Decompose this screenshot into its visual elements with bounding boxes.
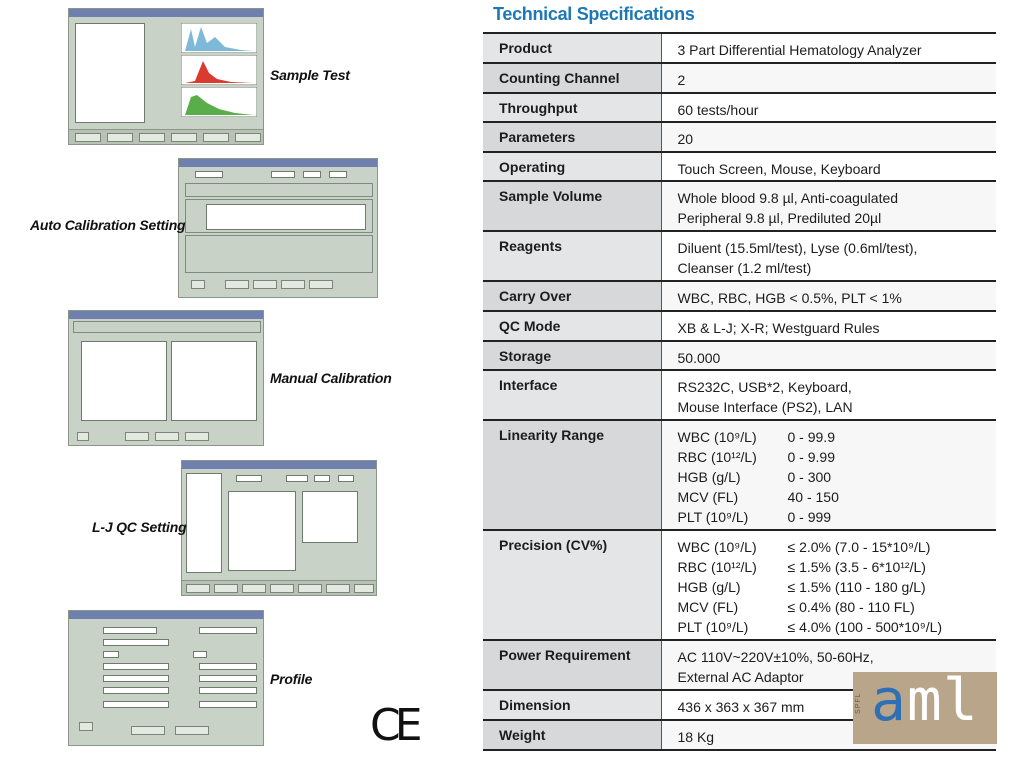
spec-value-line: RS232C, USB*2, Keyboard, <box>677 379 852 395</box>
spec-value-line: 436 x 363 x 367 mm <box>677 699 805 715</box>
linearity-param: WBC (10⁹/L) <box>677 429 757 445</box>
linearity-row <box>678 467 997 487</box>
ok-button[interactable] <box>131 726 165 735</box>
manual-calibration-screenshot <box>68 310 264 446</box>
spec-key: Storage <box>483 341 661 370</box>
sender-select[interactable] <box>199 687 257 694</box>
logo-letters <box>871 672 979 734</box>
button-bar <box>182 580 376 595</box>
analyst-select[interactable] <box>103 701 169 708</box>
months-field[interactable] <box>193 651 207 658</box>
spec-key: Power Requirement <box>483 640 661 690</box>
spec-row <box>483 181 996 231</box>
precision-row <box>678 557 997 577</box>
precision-row <box>678 577 997 597</box>
linearity-param: HGB (g/L) <box>677 469 741 485</box>
spec-row <box>483 281 996 311</box>
linearity-range: 0 - 300 <box>787 469 832 485</box>
expiry-day-field[interactable] <box>329 171 347 178</box>
toolbar-button[interactable] <box>225 280 249 289</box>
precision-param: MCV (FL) <box>677 599 739 615</box>
precision-value: ≤ 4.0% (100 - 500*10⁹/L) <box>787 619 943 635</box>
calibration-grid-right[interactable] <box>171 341 257 421</box>
spec-value-line: Whole blood 9.8 µl, Anti-coagulated <box>677 190 899 206</box>
linearity-param: RBC (10¹²/L) <box>677 449 757 465</box>
spec-value <box>661 420 996 530</box>
spec-value <box>661 311 996 341</box>
qc-target-grid-left[interactable] <box>228 491 296 571</box>
spec-value-line: XB & L-J; X-R; Westguard Rules <box>677 320 880 336</box>
toolbar-button[interactable] <box>298 584 322 593</box>
spec-key: Counting Channel <box>483 63 661 93</box>
spec-value <box>661 370 996 420</box>
qc-file-list[interactable] <box>186 473 222 573</box>
precision-param: RBC (10¹²/L) <box>677 559 757 575</box>
spec-row <box>483 33 996 63</box>
age-field[interactable] <box>103 651 119 658</box>
spec-row <box>483 93 996 122</box>
spec-row <box>483 152 996 181</box>
window-titlebar <box>179 159 377 167</box>
toolbar-button[interactable] <box>253 280 277 289</box>
spec-key: Reagents <box>483 231 661 281</box>
spec-value-line: Touch Screen, Mouse, Keyboard <box>677 161 881 177</box>
spec-value-line: Diluent (15.5ml/test), Lyse (0.6ml/test), <box>677 240 918 256</box>
window-titlebar <box>182 461 376 469</box>
spec-key: Carry Over <box>483 281 661 311</box>
ce-mark: CE <box>370 700 417 751</box>
spec-row <box>483 370 996 420</box>
lot-field[interactable] <box>195 171 223 178</box>
bed-no-field[interactable] <box>199 675 257 682</box>
calibration-grid-left[interactable] <box>81 341 167 421</box>
precision-row <box>678 537 997 557</box>
toolbar-button[interactable] <box>185 432 209 441</box>
spec-key: Throughput <box>483 93 661 122</box>
expiry-day-field[interactable] <box>338 475 354 482</box>
spec-value-line: 60 tests/hour <box>677 102 759 118</box>
spec-value <box>661 152 996 181</box>
rbc-histogram <box>181 55 257 85</box>
expiry-month-field[interactable] <box>314 475 330 482</box>
precision-value: ≤ 2.0% (7.0 - 15*10⁹/L) <box>787 539 931 555</box>
toolbar-button[interactable] <box>155 432 179 441</box>
precision-param: WBC (10⁹/L) <box>677 539 757 555</box>
window-titlebar <box>69 9 263 17</box>
lot-field[interactable] <box>236 475 262 482</box>
wbc-histogram <box>181 23 257 53</box>
spec-key: QC Mode <box>483 311 661 341</box>
toolbar-button[interactable] <box>354 584 374 593</box>
spec-value-line: External AC Adaptor <box>677 669 804 685</box>
linearity-row <box>678 507 997 527</box>
auto-calibration-screenshot <box>178 158 378 298</box>
sample-no-field[interactable] <box>103 627 157 634</box>
spec-value <box>661 63 996 93</box>
precision-param: HGB (g/L) <box>677 579 741 595</box>
blood-type-select[interactable] <box>103 663 169 670</box>
lj-qc-screenshot <box>181 460 377 596</box>
spec-row <box>483 122 996 152</box>
linearity-range: 40 - 150 <box>787 489 839 505</box>
spec-key: Weight <box>483 720 661 750</box>
spec-key: Interface <box>483 370 661 420</box>
spec-row <box>483 311 996 341</box>
spec-value-line: 18 Kg <box>677 729 715 745</box>
sample-test-screenshot <box>68 8 264 145</box>
department-select[interactable] <box>103 687 169 694</box>
linearity-param: MCV (FL) <box>677 489 739 505</box>
caption-lj-qc: L-J QC Setting <box>92 519 187 535</box>
caption-auto-calibration: Auto Calibration Setting <box>30 217 186 233</box>
logo-letters-ml: ml <box>906 672 979 734</box>
items-panel <box>185 235 373 273</box>
toolbar-button[interactable] <box>139 133 165 142</box>
spec-value-line: 50.000 <box>677 350 721 366</box>
plt-histogram <box>181 87 257 117</box>
toolbar-button[interactable] <box>309 280 333 289</box>
profile-screenshot <box>68 610 264 746</box>
spec-value <box>661 181 996 231</box>
precision-value: ≤ 1.5% (110 - 180 g/L) <box>787 579 926 595</box>
spec-row <box>483 231 996 281</box>
toolbar-button[interactable] <box>203 133 229 142</box>
spec-value-line: 3 Part Differential Hematology Analyzer <box>677 42 922 58</box>
spec-key: Sample Volume <box>483 181 661 231</box>
blood-type-panel <box>73 321 261 333</box>
spec-key: Parameters <box>483 122 661 152</box>
qc-target-grid-right[interactable] <box>302 491 358 543</box>
precision-row <box>678 597 997 617</box>
spec-value <box>661 281 996 311</box>
results-list <box>75 23 145 123</box>
spec-value <box>661 231 996 281</box>
spec-value-line: 20 <box>677 131 694 147</box>
spec-row <box>483 341 996 370</box>
spec-key: Linearity Range <box>483 420 661 530</box>
precision-value: ≤ 0.4% (80 - 110 FL) <box>787 599 915 615</box>
toolbar-button[interactable] <box>125 432 149 441</box>
spec-value <box>661 93 996 122</box>
expiry-month-field[interactable] <box>303 171 321 178</box>
cancel-button[interactable] <box>175 726 209 735</box>
linearity-range: 0 - 999 <box>787 509 832 525</box>
button-bar <box>69 129 263 144</box>
toolbar-button[interactable] <box>75 133 101 142</box>
spec-key: Precision (CV%) <box>483 530 661 640</box>
toolbar-button[interactable] <box>242 584 266 593</box>
caption-manual-calibration: Manual Calibration <box>270 370 392 386</box>
name-field[interactable] <box>199 627 257 634</box>
precision-param: PLT (10⁹/L) <box>677 619 749 635</box>
linearity-range: 0 - 99.9 <box>787 429 835 445</box>
target-grid[interactable] <box>206 204 366 230</box>
caption-sample-test: Sample Test <box>270 67 350 83</box>
spec-value <box>661 341 996 370</box>
reference-select[interactable] <box>199 663 257 670</box>
expiry-field[interactable] <box>271 171 295 178</box>
linearity-row <box>678 447 997 467</box>
spec-table <box>483 32 996 751</box>
spec-title: Technical Specifications <box>493 4 695 24</box>
spec-value-line: Peripheral 9.8 µl, Prediluted 20µl <box>677 210 882 226</box>
targets-panel <box>185 199 373 233</box>
caption-profile: Profile <box>270 671 313 687</box>
toolbar-button[interactable] <box>281 280 305 289</box>
linearity-row <box>678 427 997 447</box>
spec-row-linearity <box>483 420 996 530</box>
linearity-row <box>678 487 997 507</box>
medical-no-field[interactable] <box>103 675 169 682</box>
spec-value-line: Mouse Interface (PS2), LAN <box>677 399 853 415</box>
spec-value-line: AC 110V~220V±10%, 50-60Hz, <box>677 649 874 665</box>
linearity-param: PLT (10⁹/L) <box>677 509 749 525</box>
spec-value <box>661 122 996 152</box>
toolbar-button[interactable] <box>214 584 238 593</box>
toolbar-button[interactable] <box>191 280 205 289</box>
toolbar-button[interactable] <box>326 584 350 593</box>
spec-row <box>483 63 996 93</box>
window-titlebar <box>69 611 263 619</box>
toolbar-button[interactable] <box>77 432 89 441</box>
linearity-range: 0 - 9.99 <box>787 449 835 465</box>
blood-type-panel <box>185 183 373 197</box>
precision-row <box>678 617 997 637</box>
toolbar-button[interactable] <box>171 133 197 142</box>
toolbar-button[interactable] <box>107 133 133 142</box>
spec-key: Operating <box>483 152 661 181</box>
spec-value <box>661 530 996 640</box>
spec-value-line: Cleanser (1.2 ml/test) <box>677 260 812 276</box>
expiry-field[interactable] <box>286 475 308 482</box>
spec-value-line: 2 <box>677 72 686 88</box>
toolbar-button[interactable] <box>270 584 294 593</box>
precision-value: ≤ 1.5% (3.5 - 6*10¹²/L) <box>787 559 926 575</box>
toolbar-button[interactable] <box>186 584 210 593</box>
spec-value <box>661 33 996 63</box>
toolbar-button[interactable] <box>235 133 261 142</box>
window-titlebar <box>69 311 263 319</box>
logo-letter-a: a <box>871 672 907 734</box>
spec-row-precision <box>483 530 996 640</box>
keyboard-button[interactable] <box>79 722 93 731</box>
spec-key: Product <box>483 33 661 63</box>
aml-logo <box>853 672 997 744</box>
sex-select[interactable] <box>103 639 169 646</box>
spec-value-line: WBC, RBC, HGB < 0.5%, PLT < 1% <box>677 290 902 306</box>
spec-key: Dimension <box>483 690 661 720</box>
logo-side-text: SPFL <box>855 692 862 714</box>
checker-select[interactable] <box>199 701 257 708</box>
